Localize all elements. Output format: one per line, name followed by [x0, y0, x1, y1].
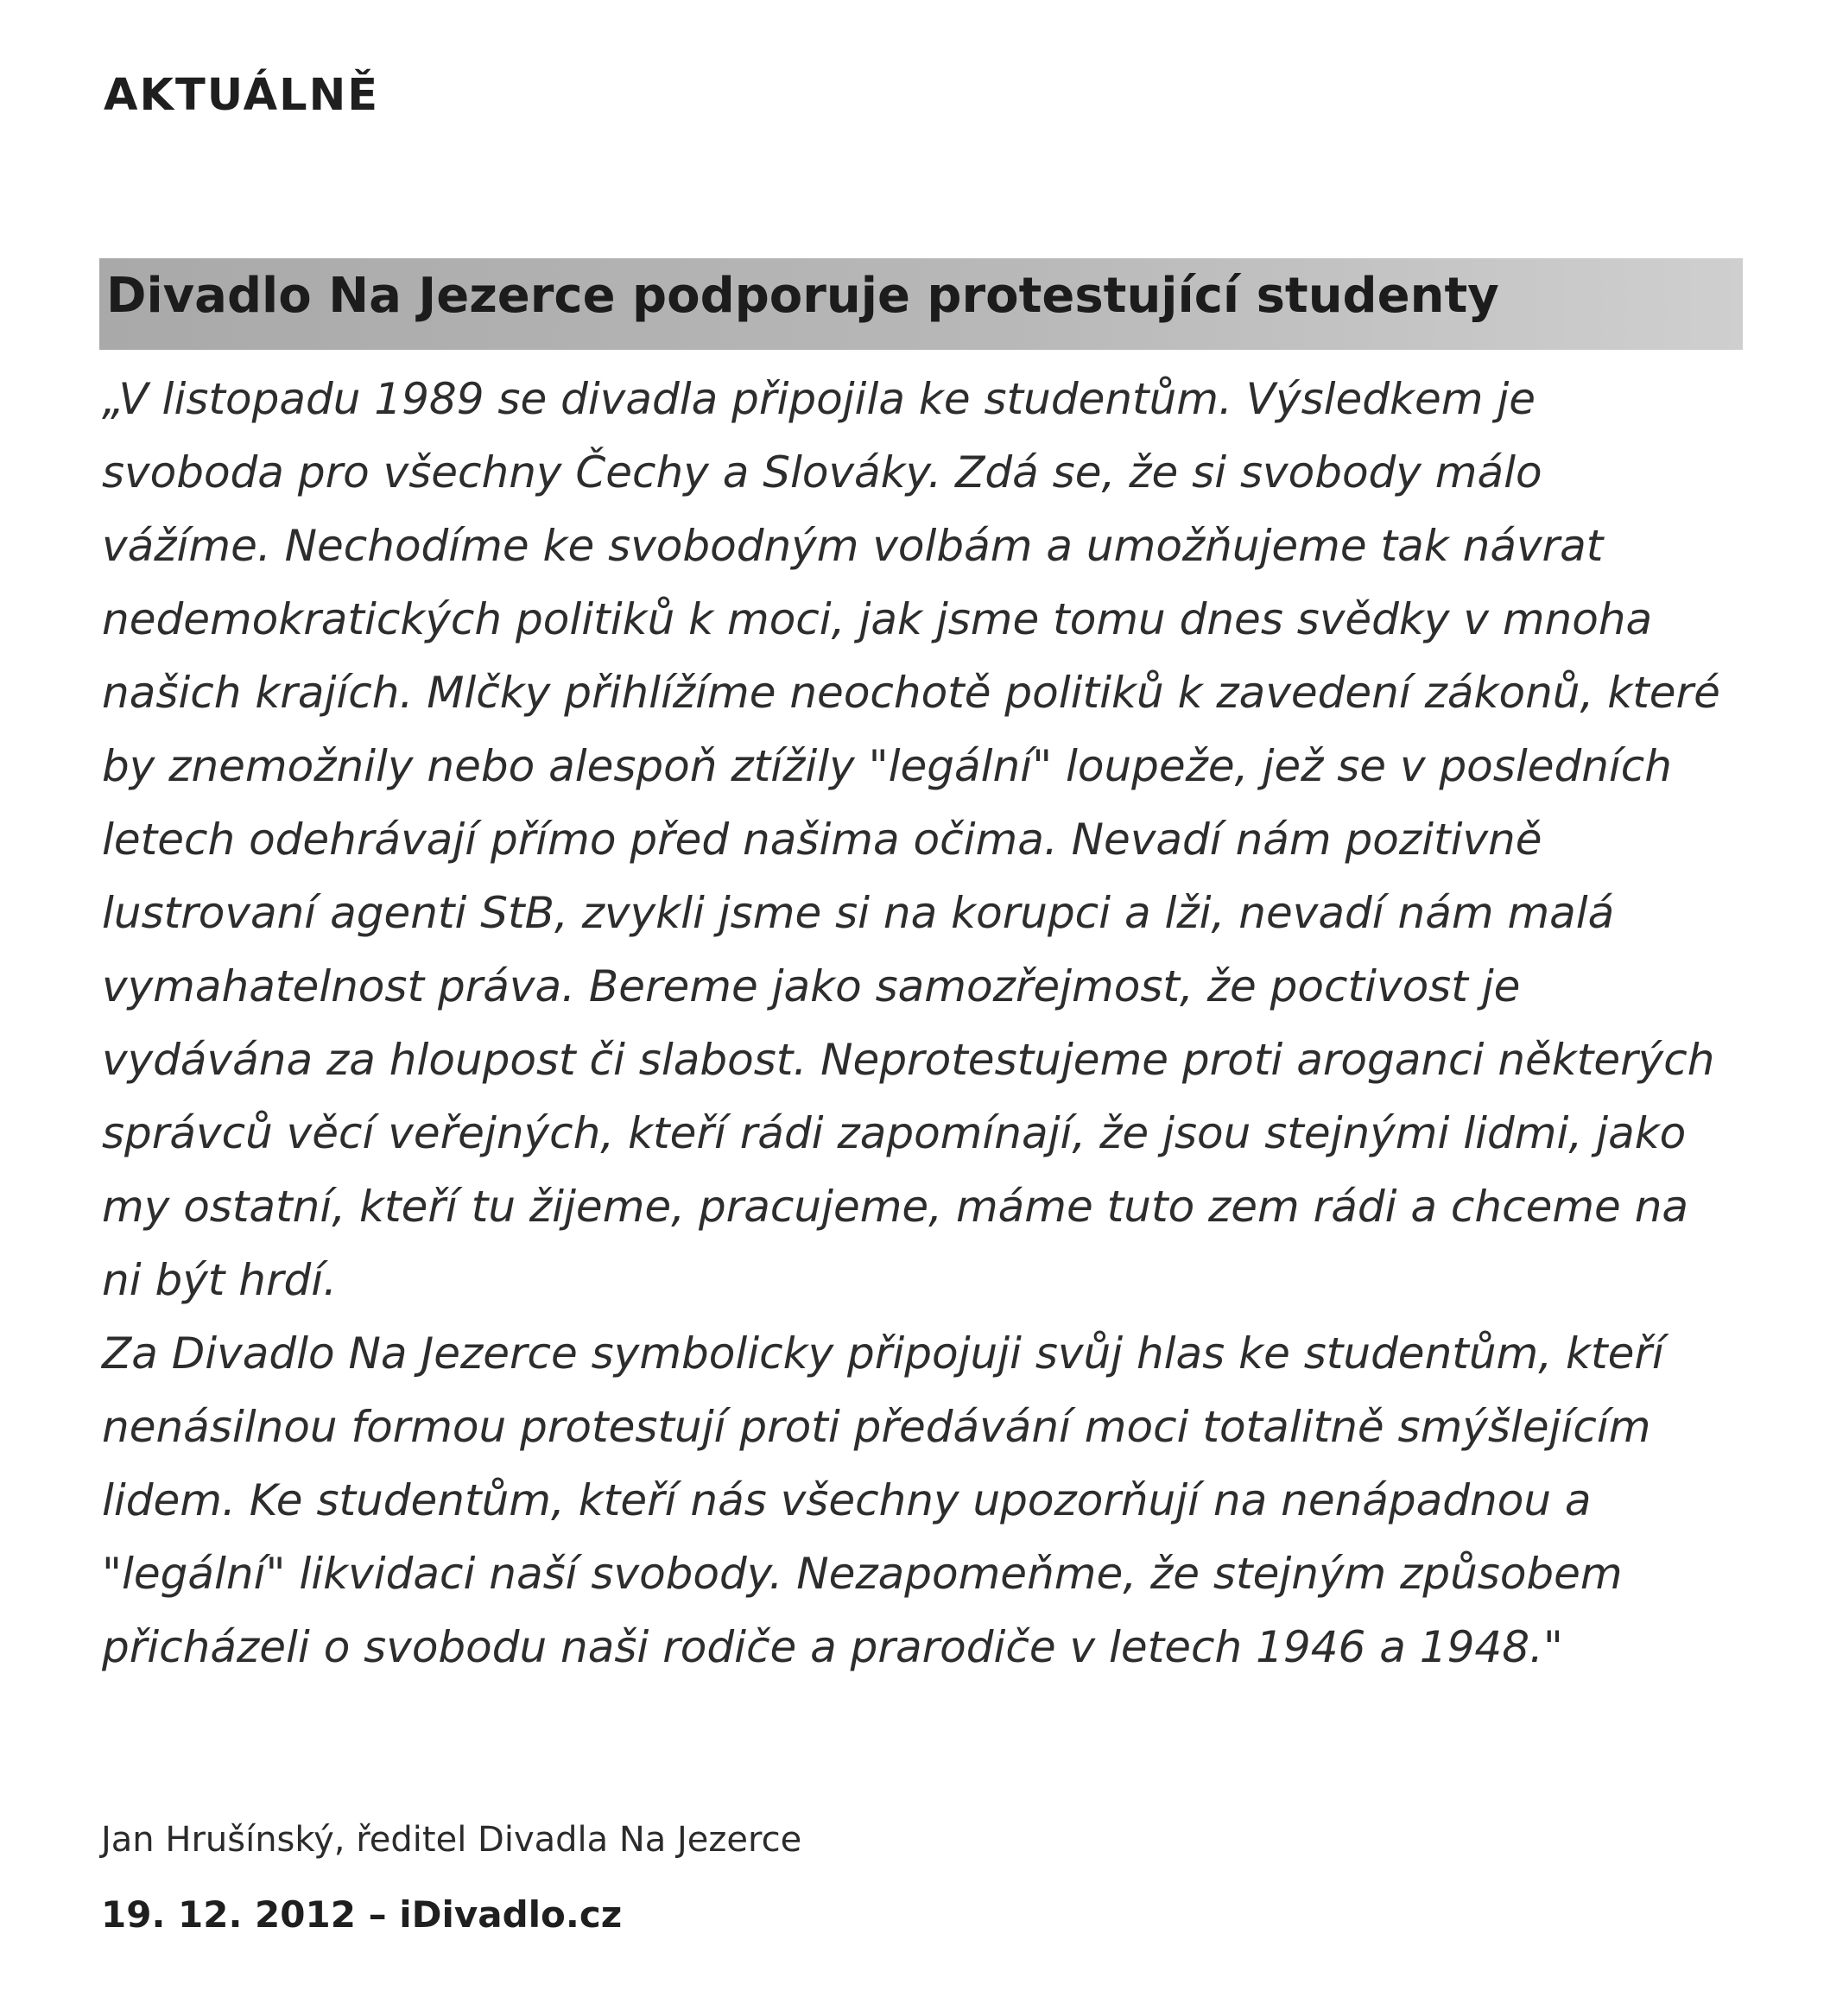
body-line: letech odehrávají přímo před našima očima. Nevadí nám pozitivně — [102, 815, 1542, 865]
body-line: „V listopadu 1989 se divadla připojila ke studentům. Výsledkem je — [102, 374, 1536, 424]
body-line: přicházeli o svobodu naši rodiče a prarodiče v letech 1946 a 1948." — [102, 1622, 1563, 1672]
body-line: my ostatní, kteří tu žijeme, pracujeme, máme tuto zem rádi a chceme na — [102, 1182, 1689, 1232]
section-label: AKTUÁLNĚ — [104, 70, 380, 121]
body-line: vydávána za hloupost či slabost. Neprotestujeme proti aroganci některých — [102, 1035, 1715, 1085]
body-line: lustrovaní agenti StB, zvykli jsme si na korupci a lži, nevadí nám malá — [102, 888, 1615, 938]
body-line: nenásilnou formou protestují proti předávání moci totalitně smýšlejícím — [102, 1402, 1651, 1452]
body-line: nedemokratických politiků k moci, jak jsme tomu dnes svědky v mnoha — [102, 594, 1653, 644]
body-line: vymahatelnost práva. Bereme jako samozřejmost, že poctivost je — [102, 961, 1521, 1011]
author-credit: Jan Hrušínský, ředitel Divadla Na Jezerce — [101, 1820, 802, 1860]
body-line: správců věcí veřejných, kteří rádi zapomínají, že jsou stejnými lidmi, jako — [102, 1108, 1687, 1158]
body-line: Za Divadlo Na Jezerce symbolicky připojuji svůj hlas ke studentům, kteří — [102, 1328, 1664, 1379]
body-line: by znemožnily nebo alespoň ztížily "legální" loupeže, jež se v posledních — [102, 741, 1672, 791]
body-line: ni být hrdí. — [102, 1255, 338, 1305]
article-headline: Divadlo Na Jezerce podporuje protestující studenty — [106, 268, 1499, 324]
body-line: našich krajích. Mlčky přihlížíme neochotě politiků k zavedení zákonů, které — [102, 668, 1720, 718]
body-line: lidem. Ke studentům, kteří nás všechny upozorňují na nenápadnou a — [102, 1475, 1592, 1525]
body-line: "legální" likvidaci naší svobody. Nezapomeňme, že stejným způsobem — [102, 1549, 1623, 1599]
body-line: svoboda pro všechny Čechy a Slováky. Zdá se, že si svobody málo — [102, 447, 1542, 498]
headline-bar — [99, 258, 1743, 350]
article-body — [102, 363, 1743, 1684]
source-date: 19. 12. 2012 – iDivadlo.cz — [101, 1893, 623, 1936]
body-line: vážíme. Nechodíme ke svobodným volbám a umožňujeme tak návrat — [102, 521, 1604, 571]
